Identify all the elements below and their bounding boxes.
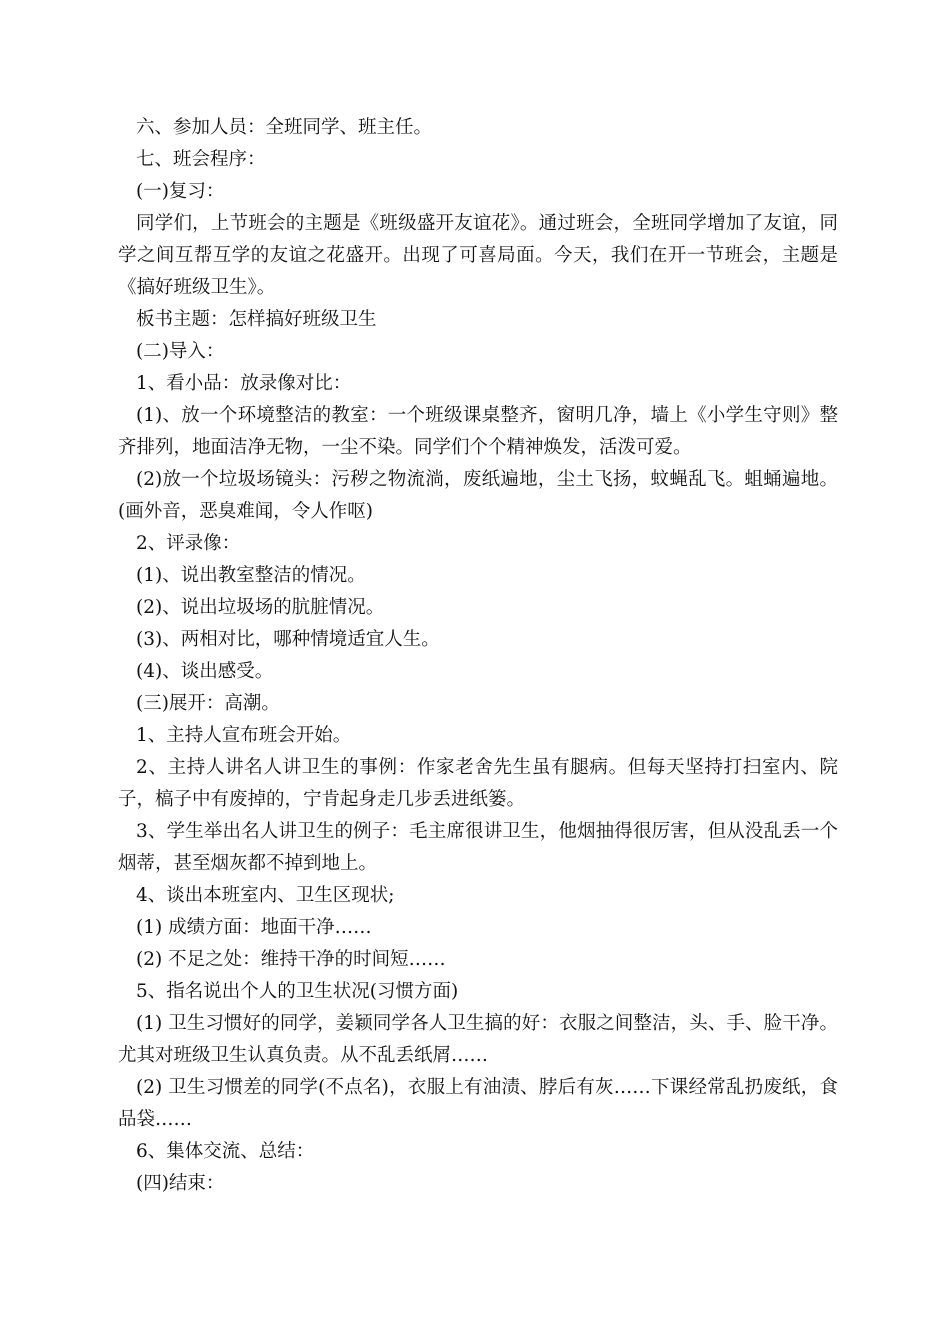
paragraph: (四)结束： [136, 1173, 225, 1194]
paragraph: 5、指名说出个人的卫生状况(习惯方面) [136, 981, 459, 1002]
paragraph: (2) 卫生习惯差的同学(不点名)，衣服上有油渍、脖后有灰……下课经常乱扔废纸，食品袋…… [118, 1077, 838, 1130]
paragraph: (1)、放一个环境整洁的教室：一个班级课桌整齐，窗明几净，墙上《小学生守则》整齐排列，地面洁净无物，一尘不染。同学们个个精神焕发，活泼可爱。 [118, 405, 838, 458]
paragraph: 1、看小品：放录像对比： [136, 373, 352, 394]
paragraph: (2) 不足之处：维持干净的时间短…… [136, 949, 446, 970]
paragraph: (1) 卫生习惯好的同学，姜颖同学各人卫生搞的好：衣服之间整洁，头、手、脸干净。尤其对班级卫生认真负责。从不乱丢纸屑…… [118, 1013, 838, 1066]
paragraph: 1、主持人宣布班会开始。 [136, 725, 352, 746]
paragraph: (4)、谈出感受。 [136, 661, 274, 682]
paragraph: 4、谈出本班室内、卫生区现状; [136, 885, 395, 906]
paragraph: (2)放一个垃圾场镜头：污秽之物流淌，废纸遍地，尘土飞扬，蚊蝇乱飞。蛆蛹遍地。(画外音，恶臭难闻，令人作呕) [118, 469, 838, 522]
paragraph: (3)、两相对比，哪种情境适宜人生。 [136, 629, 440, 650]
paragraph: 同学们，上节班会的主题是《班级盛开友谊花》。通过班会，全班同学增加了友谊，同学之间互帮互学的友谊之花盛开。出现了可喜局面。今天，我们在开一节班会，主题是《搞好班级卫生》。 [118, 213, 838, 298]
document-page [118, 112, 838, 1200]
paragraph: (2)、说出垃圾场的肮脏情况。 [136, 597, 385, 618]
paragraph: 六、参加人员：全班同学、班主任。 [136, 117, 433, 138]
paragraph: (1)、说出教室整洁的情况。 [136, 565, 366, 586]
paragraph: (二)导入： [136, 341, 225, 362]
paragraph: (一)复习： [136, 181, 225, 202]
paragraph: 板书主题：怎样搞好班级卫生 [136, 309, 377, 330]
paragraph: 3、学生举出名人讲卫生的例子：毛主席很讲卫生，他烟抽得很厉害，但从没乱丢一个烟蒂，甚至烟灰都不掉到地上。 [118, 821, 838, 874]
paragraph: (三)展开：高潮。 [136, 693, 280, 714]
paragraph: 2、主持人讲名人讲卫生的事例：作家老舍先生虽有腿病。但每天坚持打扫室内、院子，槁子中有废掉的，宁肯起身走几步丢进纸篓。 [118, 757, 838, 810]
paragraph: 七、班会程序： [136, 149, 266, 170]
paragraph: (1) 成绩方面：地面干净…… [136, 917, 372, 938]
paragraph: 6、集体交流、总结： [136, 1141, 315, 1162]
paragraph: 2、评录像： [136, 533, 241, 554]
